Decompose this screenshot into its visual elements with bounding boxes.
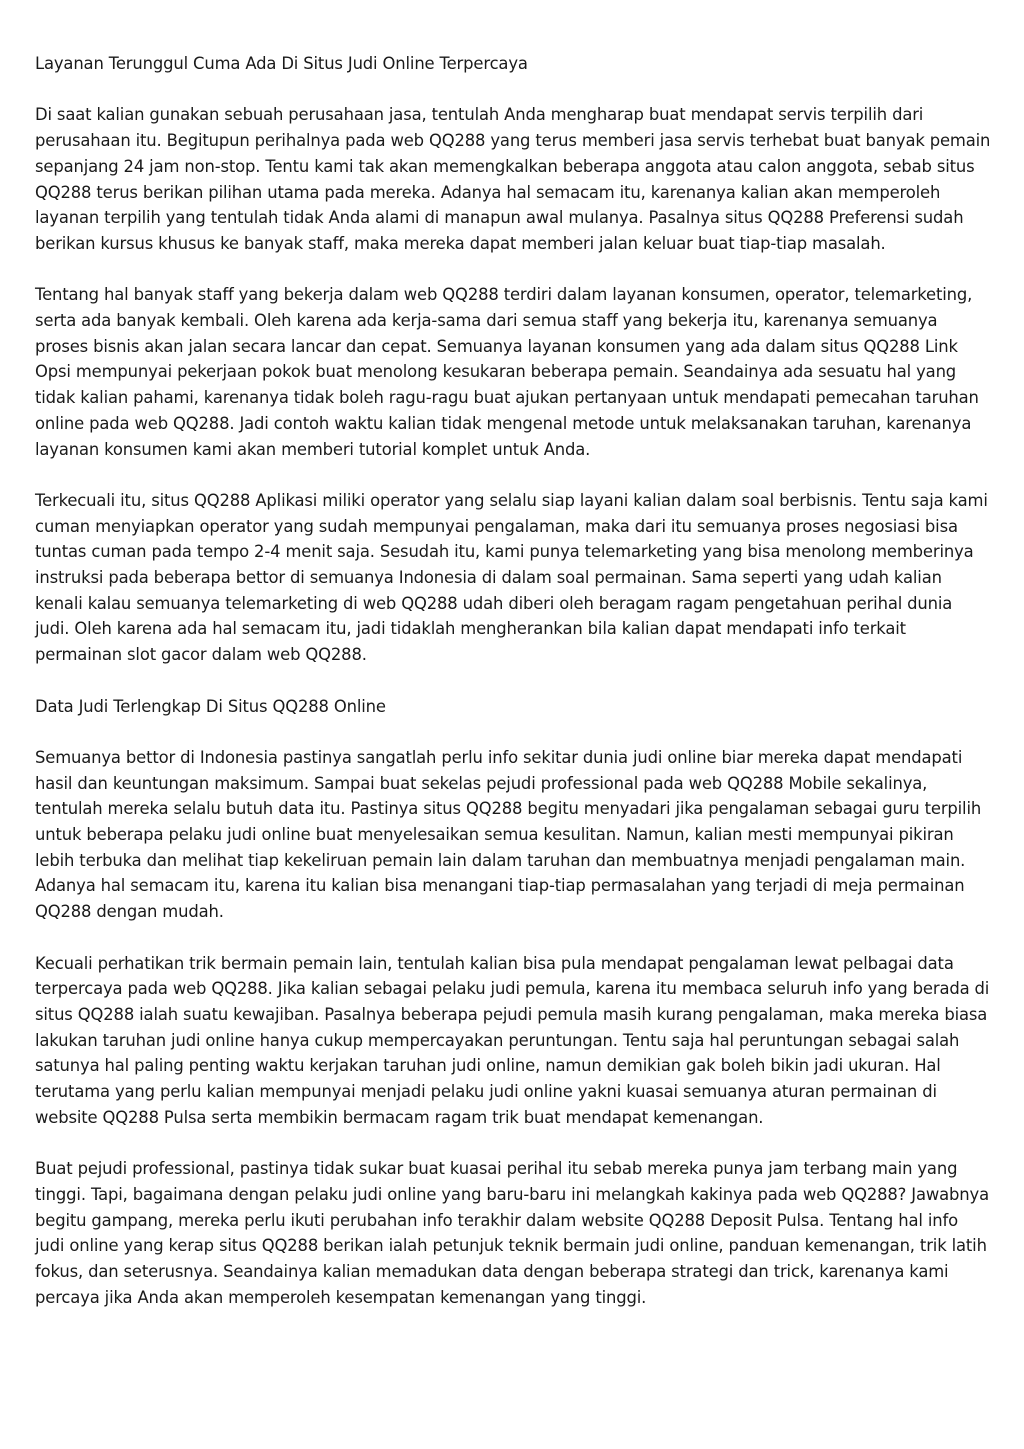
paragraph-pejudi-professional: Buat pejudi professional, pastinya tidak sukar buat kuasai perihal itu sebab mereka punya jam terbang main yang tinggi. Tapi, bagaimana dengan pelaku judi online yang baru-baru ini melangkah kakinya pada web QQ288? Jawabnya begitu gampang, mereka perlu ikuti perubahan info terakhir dalam website QQ288 Deposit Pulsa. Tentang hal info judi online yang kerap situs QQ288 berikan ialah petunjuk teknik bermain judi online, panduan kemenangan, trik latih fokus, dan seterusnya. Seandainya kalian memadukan data dengan beberapa strategi dan trick, karenanya kami percaya jika Anda akan memperoleh kesempatan kemenangan yang tinggi. [35, 1159, 989, 1307]
section-heading-layanan: Layanan Terunggul Cuma Ada Di Situs Judi Online Terpercaya [35, 54, 528, 73]
paragraph-operator: Terkecuali itu, situs QQ288 Aplikasi miliki operator yang selalu siap layani kalian dalam soal berbisnis. Tentu saja kami cuman menyiapkan operator yang sudah mempunyai pengalaman, maka dari itu semuanya proses negosiasi bisa tuntas cuman pada tempo 2-4 menit saja. Sesudah itu, kami punya telemarketing yang bisa menolong memberinya instruksi pada beberapa bettor di semuanya Indonesia di dalam soal permainan. Sama seperti yang udah kalian kenali kalau semuanya telemarketing di web QQ288 udah diberi oleh beragam ragam pengetahuan perihal dunia judi. Oleh karena ada hal semacam itu, jadi tidaklah mengherankan bila kalian dapat mendapati info terkait permainan slot gacor dalam web QQ288. [35, 490, 988, 665]
paragraph-staff: Tentang hal banyak staff yang bekerja dalam web QQ288 terdiri dalam layanan konsumen, operator, telemarketing, serta ada banyak kembali. Oleh karena ada kerja-sama dari semua staff yang bekerja itu, karenanya semuanya proses bisnis akan jalan secara lancar dan cepat. Semuanya layanan konsumen yang ada dalam situs QQ288 Link Opsi mempunyai pekerjaan pokok buat menolong kesukaran beberapa pemain. Seandainya ada sesuatu hal yang tidak kalian pahami, karenanya tidak boleh ragu-ragu buat ajukan pertanyaan untuk mendapati pemecahan taruhan online pada web QQ288. Jadi contoh waktu kalian tidak mengenal metode untuk melaksanakan taruhan, karenanya layanan konsumen kami akan memberi tutorial komplet untuk Anda. [35, 285, 979, 459]
section-heading-data-judi: Data Judi Terlengkap Di Situs QQ288 Online [35, 696, 386, 716]
paragraph-servis-terpilih: Di saat kalian gunakan sebuah perusahaan jasa, tentulah Anda mengharap buat mendapat servis terpilih dari perusahaan itu. Begitupun perihalnya pada web QQ288 yang terus memberi jasa servis terhebat buat banyak pemain sepanjang 24 jam non-stop. Tentu kami tak akan memengkalkan beberapa anggota atau calon anggota, sebab situs QQ288 terus berikan pilihan utama pada mereka. Adanya hal semacam itu, karenanya kalian akan memperoleh layanan terpilih yang tentulah tidak Anda alami di manapun awal mulanya. Pasalnya situs QQ288 Preferensi sudah berikan kursus khusus ke banyak staff, maka mereka dapat memberi jalan keluar buat tiap-tiap masalah. [35, 105, 991, 253]
paragraph-trik-bermain: Kecuali perhatikan trik bermain pemain lain, tentulah kalian bisa pula mendapat pengalaman lewat pelbagai data terpercaya pada web QQ288. Jika kalian sebagai pelaku judi pemula, karena itu membaca seluruh info yang berada di situs QQ288 ialah suatu kewajiban. Pasalnya beberapa pejudi pemula masih kurang pengalaman, maka mereka biasa lakukan taruhan judi online hanya cukup mempercayakan peruntungan. Tentu saja hal peruntungan sebagai salah satunya hal paling penting waktu kerjakan taruhan judi online, namun demikian gak boleh bikin jadi ukuran. Hal terutama yang perlu kalian mempunyai menjadi pelaku judi online yakni kuasai semuanya aturan permainan di website QQ288 Pulsa serta membikin bermacam ragam trik buat mendapat kemenangan. [35, 953, 990, 1127]
paragraph-info-judi: Semuanya bettor di Indonesia pastinya sangatlah perlu info sekitar dunia judi online biar mereka dapat mendapati hasil dan keuntungan maksimum. Sampai buat sekelas pejudi professional pada web QQ288 Mobile sekalinya, tentulah mereka selalu butuh data itu. Pastinya situs QQ288 begitu menyadari jika pengalaman sebagai guru terpilih untuk beberapa pelaku judi online buat menyelesaikan semua kesulitan. Namun, kalian mesti mempunyai pikiran lebih terbuka dan melihat tiap kekeliruan pemain lain dalam taruhan dan membuatnya menjadi pengalaman main. Adanya hal semacam itu, karena itu kalian bisa menangani tiap-tiap permasalahan yang terjadi di meja permainan QQ288 dengan mudah. [35, 747, 982, 922]
document-page [35, 51, 991, 1336]
